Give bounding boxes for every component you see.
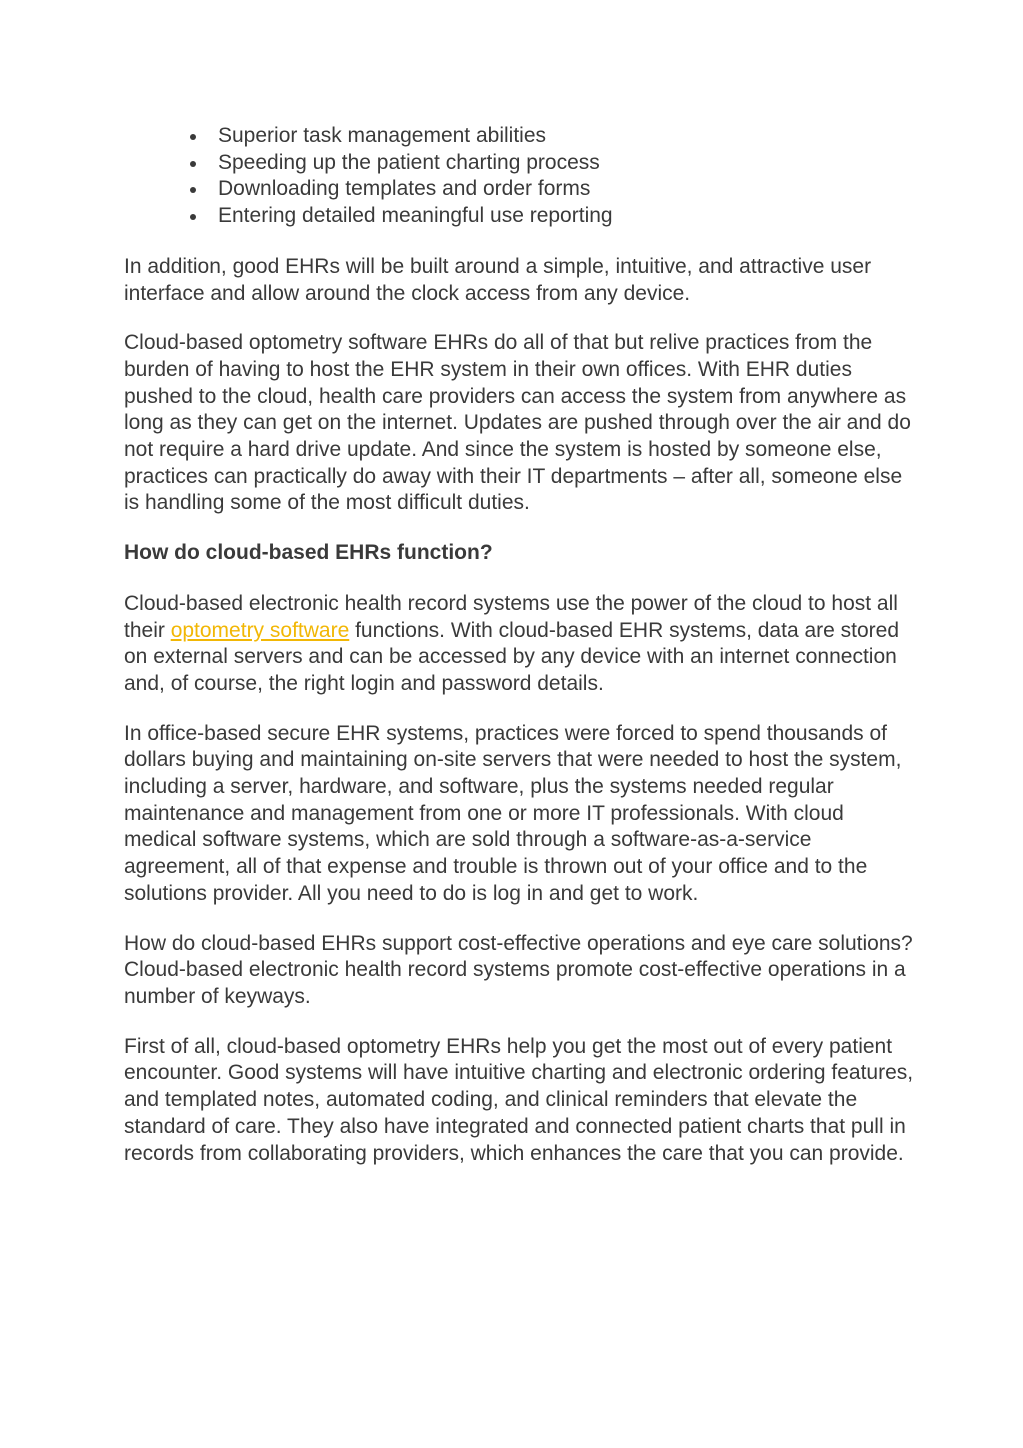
paragraph-text: Cloud-based electronic health record systems use the power of the cloud to host all their — [124, 591, 898, 642]
list-item-text: Speeding up the patient charting process — [218, 150, 600, 174]
list-item — [124, 176, 914, 203]
list-item — [124, 203, 914, 230]
feature-list — [124, 123, 914, 230]
paragraph-office-based: In office-based secure EHR systems, practices were forced to spend thousands of dollars buying and maintaining on-site servers that were needed to host the system, including a server, hardware, and software, plus the systems needed regular maintenance and management from one or more IT professionals. With cloud medical software systems, which are sold through a software-as-a-service agreement, all of that expense and trouble is thrown out of your office and to the solutions provider. All you need to do is log in and get to work. — [124, 721, 902, 905]
optometry-software-link[interactable]: optometry software — [170, 618, 350, 642]
list-item-text: Superior task management abilities — [218, 124, 547, 147]
bullet-icon — [190, 214, 196, 220]
paragraph-patient-encounter: First of all, cloud-based optometry EHRs help you get the most out of every patient encounter. Good systems will have intuitive charting and electronic ordering features, and templated notes, automated coding, and clinical reminders that elevate the standard of care. They also have integrated and connected patient charts that pull in records from collaborating providers, which enhances the care that you can provide. — [124, 1034, 914, 1165]
bullet-icon — [190, 134, 196, 140]
section-heading-function: How do cloud-based EHRs function? — [124, 541, 493, 565]
document-page — [124, 123, 914, 1190]
paragraph-ui-access: In addition, good EHRs will be built around a simple, intuitive, and attractive user interface and allow around the clock access from any device. — [124, 254, 872, 305]
paragraph-cost-effective: Cloud-based electronic health record systems promote cost-effective operations in a number of keyways. — [124, 958, 906, 1008]
bullet-icon — [190, 161, 196, 167]
question-cost-effective: How do cloud-based EHRs support cost-effective operations and eye care solutions? — [124, 931, 913, 955]
list-item-text: Entering detailed meaningful use reporting — [218, 204, 613, 228]
list-item — [124, 123, 914, 150]
paragraph-cloud-function — [124, 591, 914, 698]
paragraph-cloud-benefits: Cloud-based optometry software EHRs do all of that but relive practices from the burden of having to host the EHR system in their own offices. With EHR duties pushed to the cloud, health care providers can access the system from anywhere as long as they can get on the internet. Updates are pushed through over the air and do not require a hard drive update. And since the system is hosted by someone else, practices can practically do away with their IT departments – after all, someone else is handling some of the most difficult duties. — [124, 331, 911, 515]
paragraph-text: functions. With cloud-based EHR systems, data are stored on external servers and can be accessed by any device with an internet connection and, of course, the right login and password details. — [124, 618, 900, 695]
bullet-icon — [190, 187, 196, 193]
list-item-text: Downloading templates and order forms — [218, 177, 591, 201]
list-item — [124, 150, 914, 177]
